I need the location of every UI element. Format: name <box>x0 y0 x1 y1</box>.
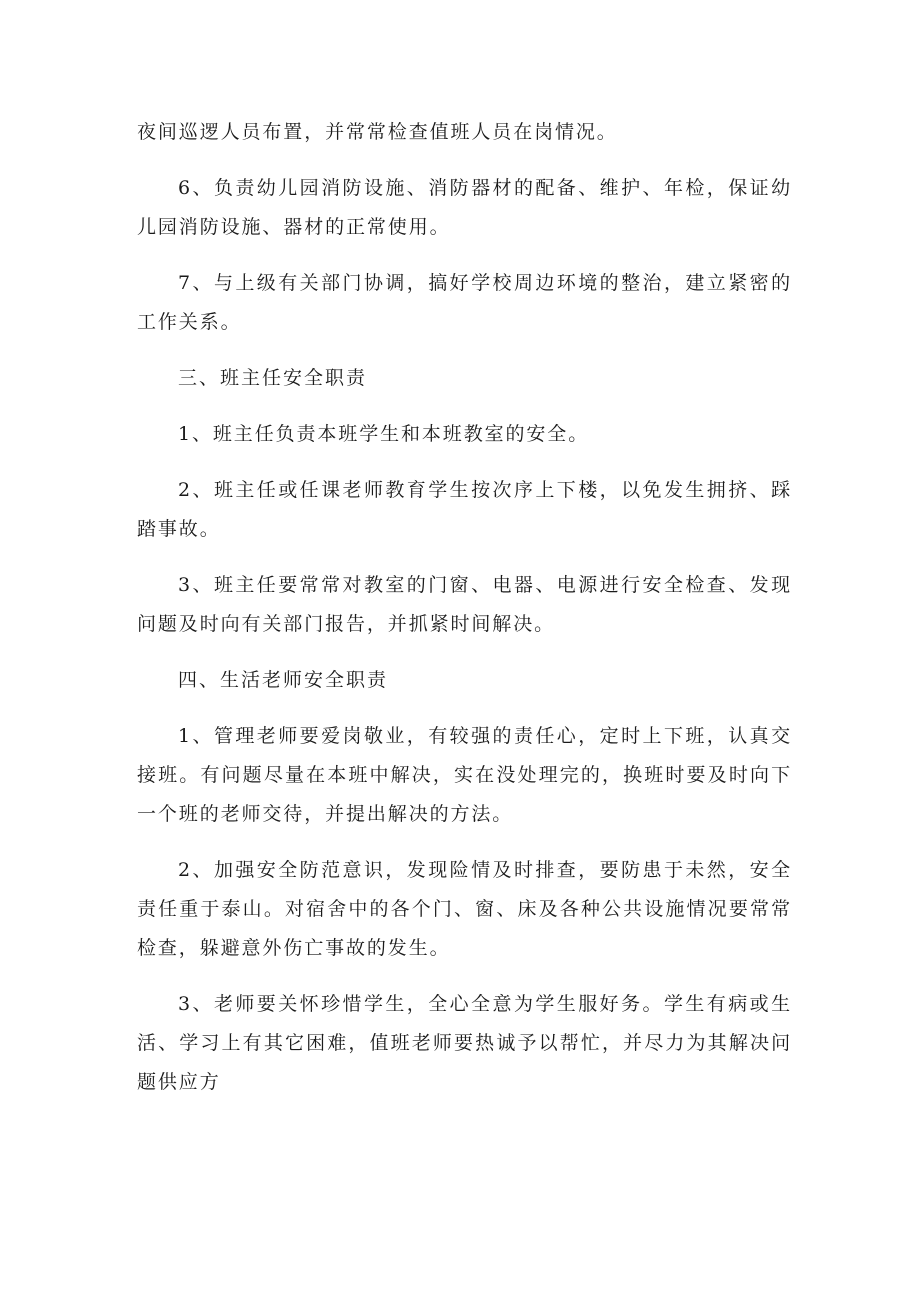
paragraph-section3-item-3: 3、班主任要常常对教室的门窗、电器、电源进行安全检查、发现问题及时向有关部门报告，并抓紧时间解决。 <box>137 574 792 635</box>
paragraph-section4-item-2: 2、加强安全防范意识，发现险情及时排查，要防患于未然，安全责任重于泰山。对宿舍中的各个门、窗、床及各种公共设施情况要常常检查，躲避意外伤亡事故的发生。 <box>137 859 792 959</box>
paragraph-section3-item-1: 1、班主任负责本班学生和本班教室的安全。 <box>178 423 590 445</box>
paragraph-continuation: 夜间巡逻人员布置，并常常检查值班人员在岗情况。 <box>137 121 618 143</box>
paragraph-section4-item-1: 1、管理老师要爱岗敬业，有较强的责任心，定时上下班，认真交接班。有问题尽量在本班中解决，实在没处理完的，换班时要及时向下一个班的老师交待，并提出解决的方法。 <box>137 725 792 825</box>
section-heading-3: 三、班主任安全职责 <box>178 367 368 389</box>
paragraph-section3-item-2: 2、班主任或任课老师教育学生按次序上下楼，以免发生拥挤、踩踏事故。 <box>137 479 792 540</box>
paragraph-item-7: 7、与上级有关部门协调，搞好学校周边环境的整治，建立紧密的工作关系。 <box>137 272 792 333</box>
document-page <box>137 113 792 1102</box>
section-heading-4: 四、生活老师安全职责 <box>178 669 389 691</box>
paragraph-section4-item-3: 3、老师要关怀珍惜学生，全心全意为学生服好务。学生有病或生活、学习上有其它困难，值班老师要热诚予以帮忙，并尽力为其解决问题供应方 <box>137 993 792 1093</box>
paragraph-item-6: 6、负责幼儿园消防设施、消防器材的配备、维护、年检，保证幼儿园消防设施、器材的正常使用。 <box>137 177 792 238</box>
